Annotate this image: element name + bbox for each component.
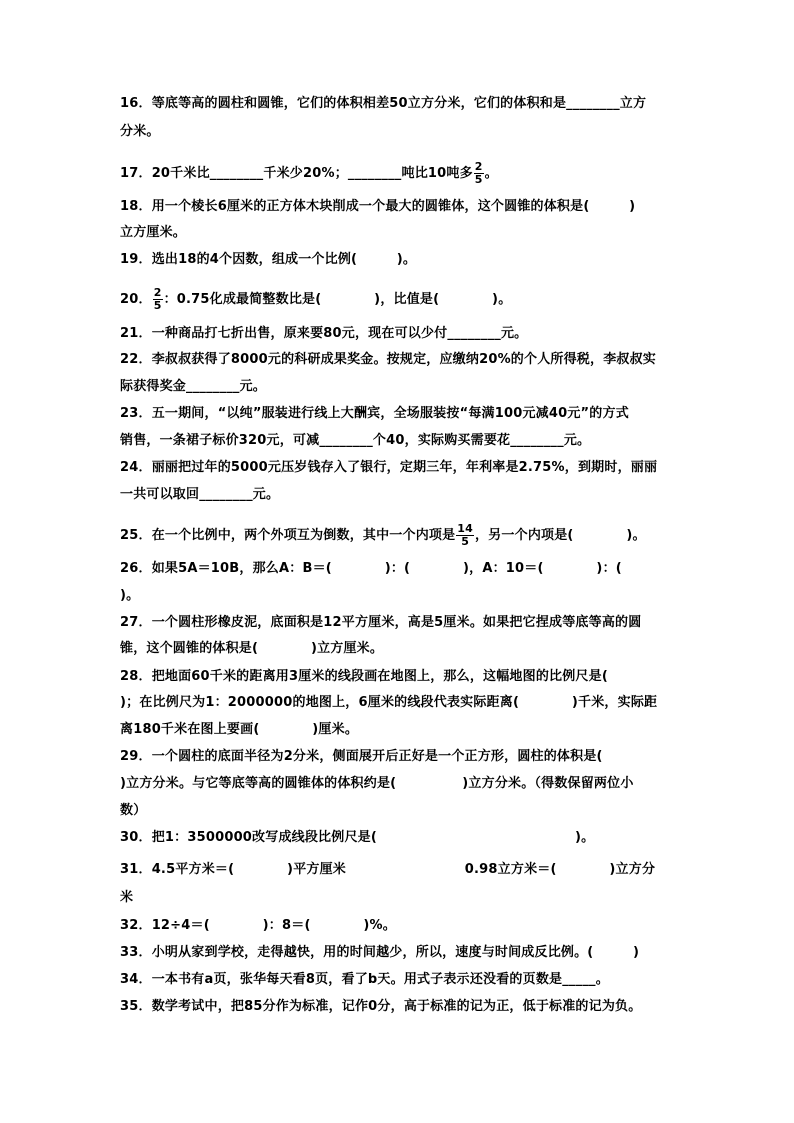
question-25 <box>120 523 646 548</box>
fraction-numerator: 14 <box>457 522 474 535</box>
question-16-line-1: 16．等底等高的圆柱和圆锥，它们的体积相差50立方分米，它们的体积和是________立方 <box>120 96 647 111</box>
question-29-line-3: 数） <box>120 803 147 818</box>
question-29-line-1: 29．一个圆柱的底面半径为2分米，侧面展开后正好是一个正方形，圆柱的体积是( <box>120 749 603 764</box>
question-23-line-1: 23．五一期间，“以纯”服装进行线上大酬宾，全场服装按“每满100元减40元”的方式 <box>120 406 629 421</box>
question-17-end: 。 <box>484 166 498 181</box>
question-16-line-2: 分米。 <box>120 124 160 139</box>
question-25-text: 25．在一个比例中，两个外项互为倒数，其中一个内项是 <box>120 528 456 543</box>
question-34: 34．一本书有a页，张华每天看8页，看了b天。用式子表示还没看的页数是_____。 <box>120 972 609 987</box>
question-22-line-1: 22．李叔叔获得了8000元的科研成果奖金。按规定，应缴纳20%的个人所得税，李叔叔实 <box>120 352 656 367</box>
question-32: 32．12÷4＝( )：8＝( )%。 <box>120 918 396 933</box>
question-28-line-2: )；在比例尺为1：2000000的地图上，6厘米的线段代表实际距离( )千米，实际距 <box>120 695 658 710</box>
fraction-numerator: 2 <box>474 160 483 173</box>
fraction-denominator: 5 <box>461 535 470 548</box>
question-17-text: 17．20千米比________千米少20%；________吨比10吨多 <box>120 166 473 181</box>
question-21: 21．一种商品打七折出售，原来要80元，现在可以少付________元。 <box>120 326 528 341</box>
question-26-line-1: 26．如果5A＝10B，那么A：B＝( )：( )，A：10＝( )：( <box>120 561 622 576</box>
question-18-line-1: 18．用一个棱长6厘米的正方体木块削成一个最大的圆锥体，这个圆锥的体积是( ) <box>120 199 636 214</box>
question-18-line-2: 立方厘米。 <box>120 225 187 240</box>
question-19: 19．选出18的4个因数，组成一个比例( )。 <box>120 252 417 267</box>
question-20 <box>120 287 511 312</box>
question-31-line-1: 31．4.5平方米＝( )平方厘米 0.98立方米＝( )立方分 <box>120 862 656 877</box>
question-29-line-2: )立方分米。与它等底等高的圆锥体的体积约是( )立方分米。（得数保留两位小 <box>120 776 634 791</box>
question-25-end: ，另一个内项是( )。 <box>475 528 646 543</box>
question-31-line-2: 米 <box>120 890 134 905</box>
fraction-denominator: 5 <box>474 173 483 186</box>
question-17 <box>120 161 498 186</box>
question-24-line-2: 一共可以取回________元。 <box>120 487 280 502</box>
question-23-line-2: 销售，一条裙子标价320元，可减________个40，实际购买需要花________元。 <box>120 433 591 448</box>
question-33: 33．小明从家到学校，走得越快，用的时间越少，所以，速度与时间成反比例。( ) <box>120 945 640 960</box>
question-24-line-1: 24．丽丽把过年的5000元压岁钱存入了银行，定期三年，年利率是2.75%，到期时，丽丽 <box>120 460 658 475</box>
fraction-2-5 <box>474 161 484 186</box>
question-20-number: 20． <box>120 292 152 307</box>
question-27-line-2: 锥，这个圆锥的体积是( )立方厘米。 <box>120 641 384 656</box>
question-35: 35．数学考试中，把85分作为标准，记作0分，高于标准的记为正，低于标准的记为负。 <box>120 999 642 1014</box>
question-20-text: ：0.75化成最简整数比是( )，比值是( )。 <box>163 292 512 307</box>
question-30: 30．把1：3500000改写成线段比例尺是( )。 <box>120 830 595 845</box>
fraction-2-5 <box>153 287 163 312</box>
question-26-line-2: )。 <box>120 588 140 603</box>
question-28-line-1: 28．把地面60千米的距离用3厘米的线段画在地图上，那么，这幅地图的比例尺是( <box>120 669 608 684</box>
question-27-line-1: 27．一个圆柱形橡皮泥，底面积是12平方厘米，高是5厘米。如果把它捏成等底等高的圆 <box>120 615 642 630</box>
fraction-numerator: 2 <box>153 286 162 299</box>
question-22-line-2: 际获得奖金________元。 <box>120 379 267 394</box>
question-28-line-3: 离180千米在图上要画( )厘米。 <box>120 722 359 737</box>
fraction-14-5 <box>456 523 474 548</box>
fraction-denominator: 5 <box>153 299 162 312</box>
